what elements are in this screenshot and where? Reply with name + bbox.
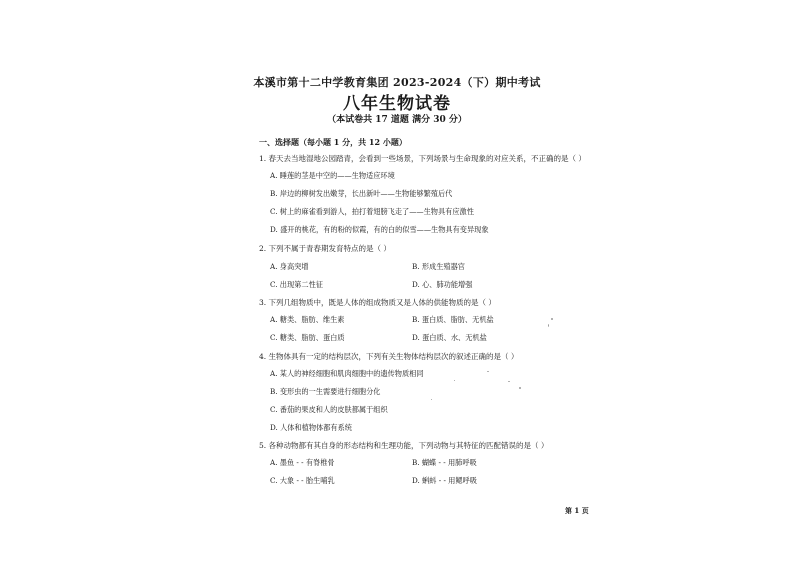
question-3-option-d: D. 蛋白质、水、无机盐 (412, 333, 487, 342)
page-number: 第 1 页 (565, 506, 589, 515)
question-2-option-a: A. 身高突增 (270, 262, 309, 271)
exam-subtitle: （本试卷共 17 道题 满分 30 分） (327, 115, 467, 125)
question-4-option-b: B. 变形虫的一生需要进行细胞分化 (270, 387, 381, 396)
question-5-option-d: D. 蝌蚪 - - 用鳃呼吸 (412, 476, 477, 485)
question-4-stem: 4. 生物体具有一定的结构层次，下列有关生物体结构层次的叙述正确的是（ ） (259, 352, 519, 361)
question-1-stem: 1. 春天去当地湿地公园踏青，会看到一些场景，下列场景与生命现象的对应关系，不正确的是（ ） (259, 154, 586, 163)
question-2-option-d: D. 心、肺功能增强 (412, 280, 473, 289)
question-2-option-b: B. 形成生殖器官 (412, 262, 465, 271)
question-1-option-a: A. 睡莲的茎是中空的——生物适应环境 (270, 171, 395, 180)
question-5-stem: 5. 各种动物都有其自身的形态结构和生理功能，下列动物与其特征的匹配错误的是（ ） (259, 441, 549, 450)
question-3-option-c: C. 糖类、脂肪、蛋白质 (270, 333, 345, 342)
question-3-stem: 3. 下列几组物质中，既是人体的组成物质又是人体的供能物质的是（ ） (259, 298, 496, 307)
question-5-option-a: A. 墨鱼 - - 有脊椎骨 (270, 458, 335, 467)
question-1-option-d: D. 盛开的桃花，有的粉的似霞，有的白的似雪——生物具有变异现象 (270, 225, 489, 234)
section-title: 一、选择题（每小题 1 分，共 12 小题） (259, 137, 407, 147)
question-4-option-d: D. 人体和植物体都有系统 (270, 423, 352, 432)
question-2-option-c: C. 出现第二性征 (270, 280, 323, 289)
question-2-stem: 2. 下列不属于青春期发育特点的是（ ） (259, 244, 391, 253)
question-3-option-a: A. 糖类、脂肪、维生素 (270, 315, 345, 324)
question-4-option-c: C. 番茄的果皮和人的皮肤都属于组织 (270, 405, 388, 414)
question-1-option-c: C. 树上的麻雀看到游人，拍打着翅膀飞走了——生物具有应激性 (270, 207, 474, 216)
question-5-option-c: C. 大象 - - 胎生哺乳 (270, 476, 335, 485)
question-4-option-a: A. 某人的神经细胞和肌肉细胞中的遗传物质相同 (270, 369, 424, 378)
exam-organization: 本溪市第十二中学教育集团 2023-2024（下）期中考试 (253, 76, 541, 89)
question-1-option-b: B. 岸边的柳树发出嫩芽，长出新叶——生物能够繁殖后代 (270, 189, 453, 198)
exam-title: 八年生物试卷 (343, 94, 451, 114)
question-5-option-b: B. 蝴蝶 - - 用肺呼吸 (412, 458, 477, 467)
question-3-option-b: B. 蛋白质、脂肪、无机盐 (412, 315, 494, 324)
